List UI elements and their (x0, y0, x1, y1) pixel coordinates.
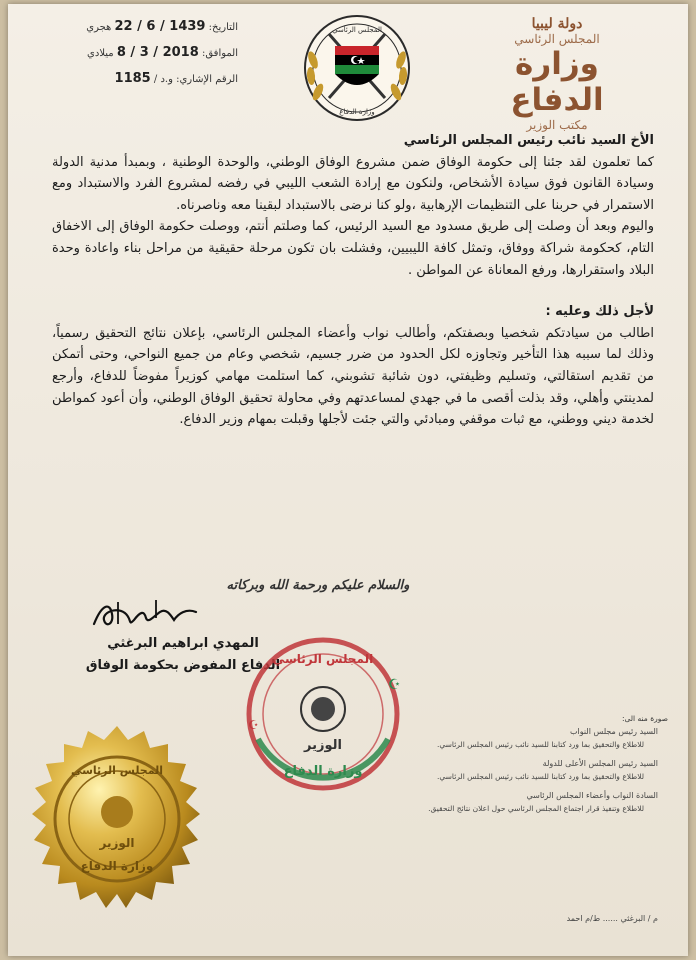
date-row: التاريخ: 1439 / 6 / 22 هجري (86, 19, 238, 34)
cc-recipient: السادة النواب وأعضاء المجلس الرئاسي (526, 791, 658, 800)
letter-meta (38, 14, 238, 92)
date-suffix: هجري (86, 22, 112, 33)
ministry-emblem-icon (291, 12, 423, 124)
signatory-title: الدفاع المفوض بحكومة الوفاق (85, 658, 281, 673)
cc-purpose: للاطلاع والتحقيق بما ورد كتابنا للسيد نائب رئيس المجلس الرئاسي. (437, 772, 644, 781)
council-name: المجلس الرئاسي (514, 32, 600, 46)
seal-top-text: المجلس الرئاسي (70, 764, 164, 777)
office-name: مكتب الوزير (526, 118, 588, 132)
gold-seal-icon (10, 712, 224, 926)
stamp-bottom-text: وزارة الدفاع (283, 764, 363, 779)
signatory-name: المهدي ابراهيم البرغثي (107, 636, 259, 651)
cc-purpose: للاطلاع وتنفيذ قرار اجتماع المجلس الرئاسي حول اعلان نتائج التحقيق. (428, 804, 644, 813)
handwritten-signature (88, 594, 208, 634)
paragraph-3: اطالب من سيادتكم شخصيا وبصفتكم، وأطالب نواب وأعضاء المجلس الرئاسي، بإعلان نتائج التحقيق رسمياً، وذلك لما سببه هذا التأخير وتجاوزه لكل الحدود من ضرر جسيم، شخصي وعام من جميع النواحي، وحتى أتمكن من تقديم استقالتي، وتسليم وظيفتي، دون شائبة تشوبني، كما استلمت مهامي كوزيراً مفوضاً للدفاع، وأرجع لمدينتي وأهلي، وقد بذلت أقصى ما في جهدي لمساعدتهم وفي محاولة تحقيق الوفاق الوطني، وأن أعود كمواطن لخدمة ديني ووطني، مع ثبات موقفي ومبادئي والتي جئت لأجلها وقبلت بمهام وزير الدفاع. (52, 325, 654, 428)
ref-label: الرقم الإشاري: و.د / (153, 74, 238, 85)
section-title: لأجل ذلك وعليه : (545, 304, 654, 320)
stamp-middle-text: الوزير (304, 738, 342, 753)
emblem-top-text: المجلس الرئاسي (332, 26, 382, 34)
cc-list (228, 712, 668, 821)
seal-bottom-text: وزارة الدفاع (80, 859, 154, 873)
ref-row (38, 66, 238, 92)
agree-row: الموافق: 2018 / 3 / 8 ميلادي (87, 45, 238, 60)
salutation: الأخ السيد نائب رئيس المجلس الرئاسي (403, 133, 654, 148)
footer-initials: م / البرغثي ...... ط/م احمد (566, 914, 658, 923)
letterhead (472, 16, 642, 132)
letter-page (8, 4, 688, 956)
cc-heading: صورة منه الى: (621, 714, 668, 723)
emblem-bottom-text: وزارة الدفاع (339, 108, 375, 116)
agree-suffix: ميلادي (87, 48, 114, 59)
stamp-top-text: المجلس الرئاسي (272, 652, 374, 666)
agree-value: 2018 / 3 / 8 (116, 45, 199, 60)
closing-greeting: والسلام عليكم ورحمة الله وبركاته (226, 578, 410, 593)
crescent-icon: ☪ (388, 677, 401, 693)
cc-recipient: السيد رئيس المجلس الأعلى للدولة (542, 759, 658, 768)
seal-middle-text: الوزير (99, 836, 135, 850)
crescent-icon-2: ☪ (248, 718, 259, 732)
letter-body (52, 130, 654, 431)
paragraph-2: واليوم وبعد أن وصلت إلى طريق مسدود مع السيد الرئيس، كما وصلتم أنتم، ووصلت حكومة الوفاق إلى الاخفاق التام، كحكومة شراكة ووفاق، وتمثل كافة الليبيين، وفشلت بان تكون مرحلة حقيقية من مراحل بناء واعادة وحدة البلاد واستقرارها، ورفع المعاناة عن المواطن . (52, 219, 654, 278)
ref-value: 1185 (114, 71, 151, 86)
cc-recipient: السيد رئيس مجلس النواب (570, 727, 658, 736)
state-name: دولة ليبيا (531, 16, 583, 32)
date-value: 1439 / 6 / 22 (114, 19, 206, 34)
cc-purpose: للاطلاع والتحقيق بما ورد كتابنا للسيد نائب رئيس المجلس الرئاسي. (437, 740, 644, 749)
ministry-name: وزارة الدفاع (510, 46, 604, 118)
date-label: التاريخ (212, 22, 238, 33)
paragraph-1: كما تعلمون لقد جئنا إلى حكومة الوفاق ضمن مشروع الوفاق الوطني، والوحدة الوطنية ، وبمبدأ مدنية الدولة وسيادة القانون فوق سيادة الأشخاص، ولنكون مع إرادة الشعب الليبي في رفضه لمشروع الفرد والاستبداد ومع الاستمرار في حربنا على التنظيمات الإرهابية ،ولو كنا نرضى بالاستبداد لبقينا معه وناصرناه. (52, 154, 654, 213)
agree-label: الموافق (205, 48, 238, 59)
